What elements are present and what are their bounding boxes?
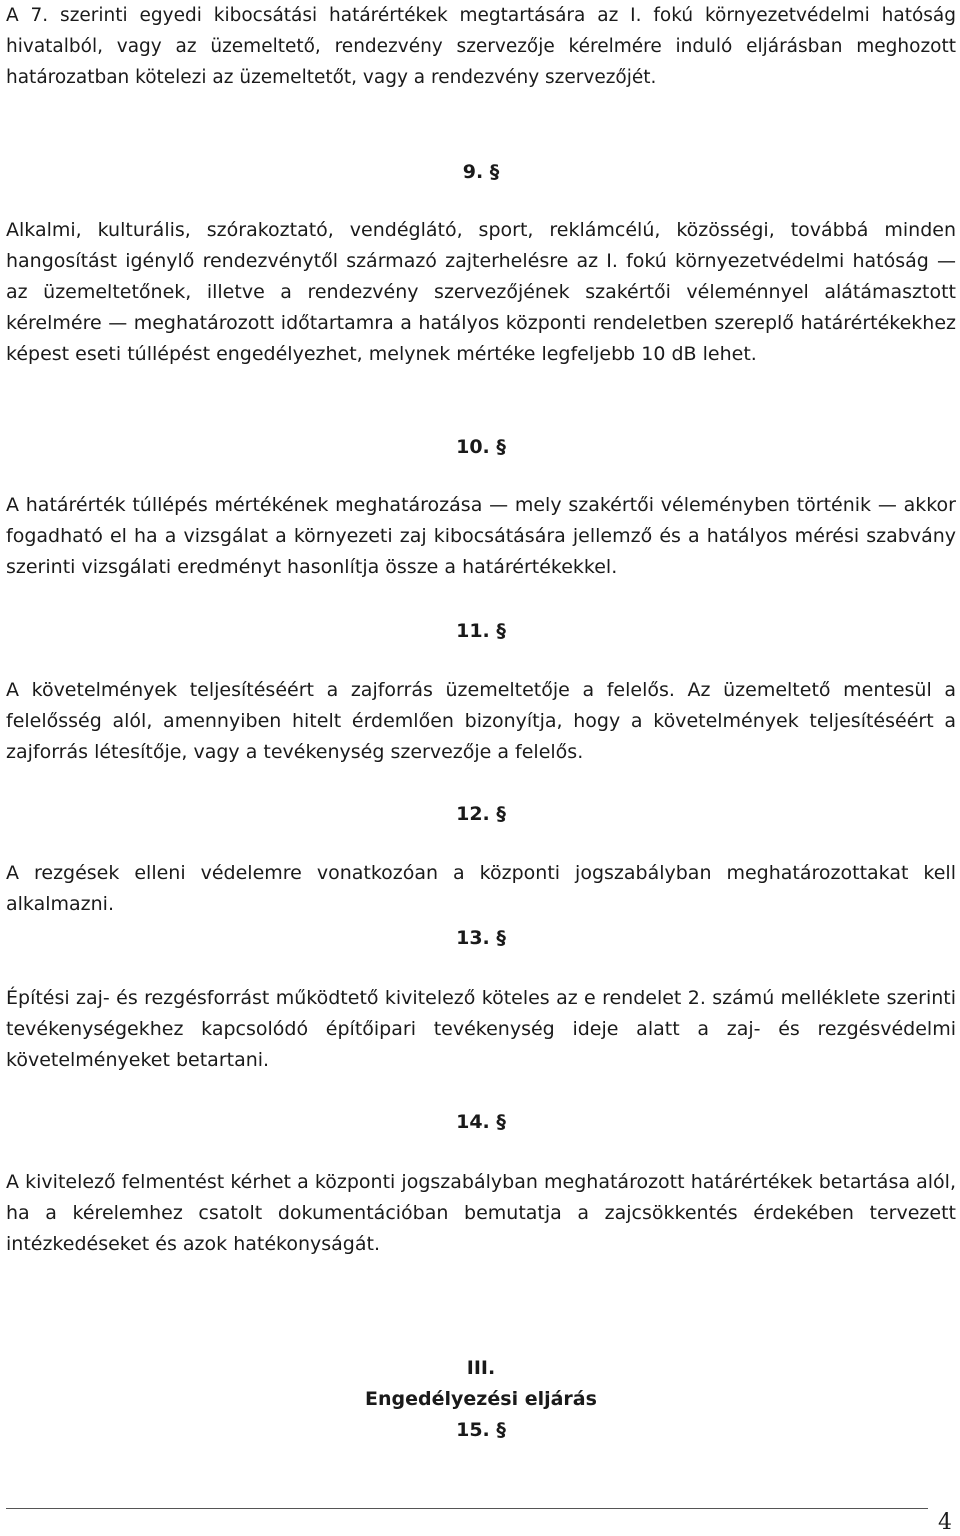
footer-rule [6, 1508, 928, 1509]
page-number: 4 [938, 1510, 952, 1535]
section-heading-12: 12. § [456, 803, 506, 825]
section-heading-10: 10. § [456, 436, 506, 458]
chapter-title: Engedélyezési eljárás [365, 1388, 597, 1410]
section-heading-14: 14. § [456, 1111, 506, 1133]
paragraph-section-9: Alkalmi, kulturális, szórakoztató, vendéglátó, sport, reklámcélú, közösségi, továbbá minden hangosítást igénylő rendezvénytől származó zajterhelésre az I. fokú környezetvédelmi hatóság — az üzemeltetőnek, illetve a rendezvény szervezőjének szakértői véleménnyel alátámasztott kérelmére — meghatározott időtartamra a hatályos központi rendeletben szereplő határértékekhez képest eseti túllépést engedélyezhet, melynek mértéke legfeljebb 10 dB lehet. [6, 219, 956, 365]
paragraph-section-8: A 7. szerinti egyedi kibocsátási határértékek megtartására az I. fokú környezetvédelmi hatóság hivatalból, vagy az üzemeltető, rendezvény szervezője kérelmére induló eljárásban meghozott határozatban kötelezi az üzemeltetőt, vagy a rendezvény szervezőjét. [6, 5, 956, 88]
paragraph-section-13: Építési zaj- és rezgésforrást működtető kivitelező köteles az e rendelet 2. számú melléklete szerinti tevékenységekhez kapcsolódó építőipari tevékenység ideje alatt a zaj- és rezgésvédelmi követelményeket betartani. [6, 987, 956, 1071]
section-heading-11: 11. § [456, 620, 506, 642]
paragraph-section-12: A rezgések elleni védelemre vonatkozóan a központi jogszabályban meghatározottakat kell alkalmazni. [6, 862, 956, 915]
chapter-number: III. [466, 1357, 496, 1379]
paragraph-section-10: A határérték túllépés mértékének meghatározása — mely szakértői véleményben történik — akkor fogadható el ha a vizsgálat a környezeti zaj kibocsátására jellemző és a hatályos mérési szabvány szerinti vizsgálati eredményt hasonlítja össze a határértékekkel. [6, 494, 956, 578]
section-heading-13: 13. § [456, 927, 506, 949]
paragraph-section-14: A kivitelező felmentést kérhet a központi jogszabályban meghatározott határértékek betartása alól, ha a kérelemhez csatolt dokumentációban bemutatja a zajcsökkentés érdekében tervezett intézkedéseket és azok hatékonyságát. [6, 1171, 956, 1255]
paragraph-section-11: A követelmények teljesítéséért a zajforrás üzemeltetője a felelős. Az üzemeltető mentesül a felelősség alól, amennyiben hitelt érdemlően bizonyítja, hogy a követelmények teljesítéséért a zajforrás létesítője, vagy a tevékenység szervezője a felelős. [6, 679, 956, 763]
section-heading-15: 15. § [456, 1419, 506, 1441]
section-heading-9: 9. § [462, 161, 500, 183]
